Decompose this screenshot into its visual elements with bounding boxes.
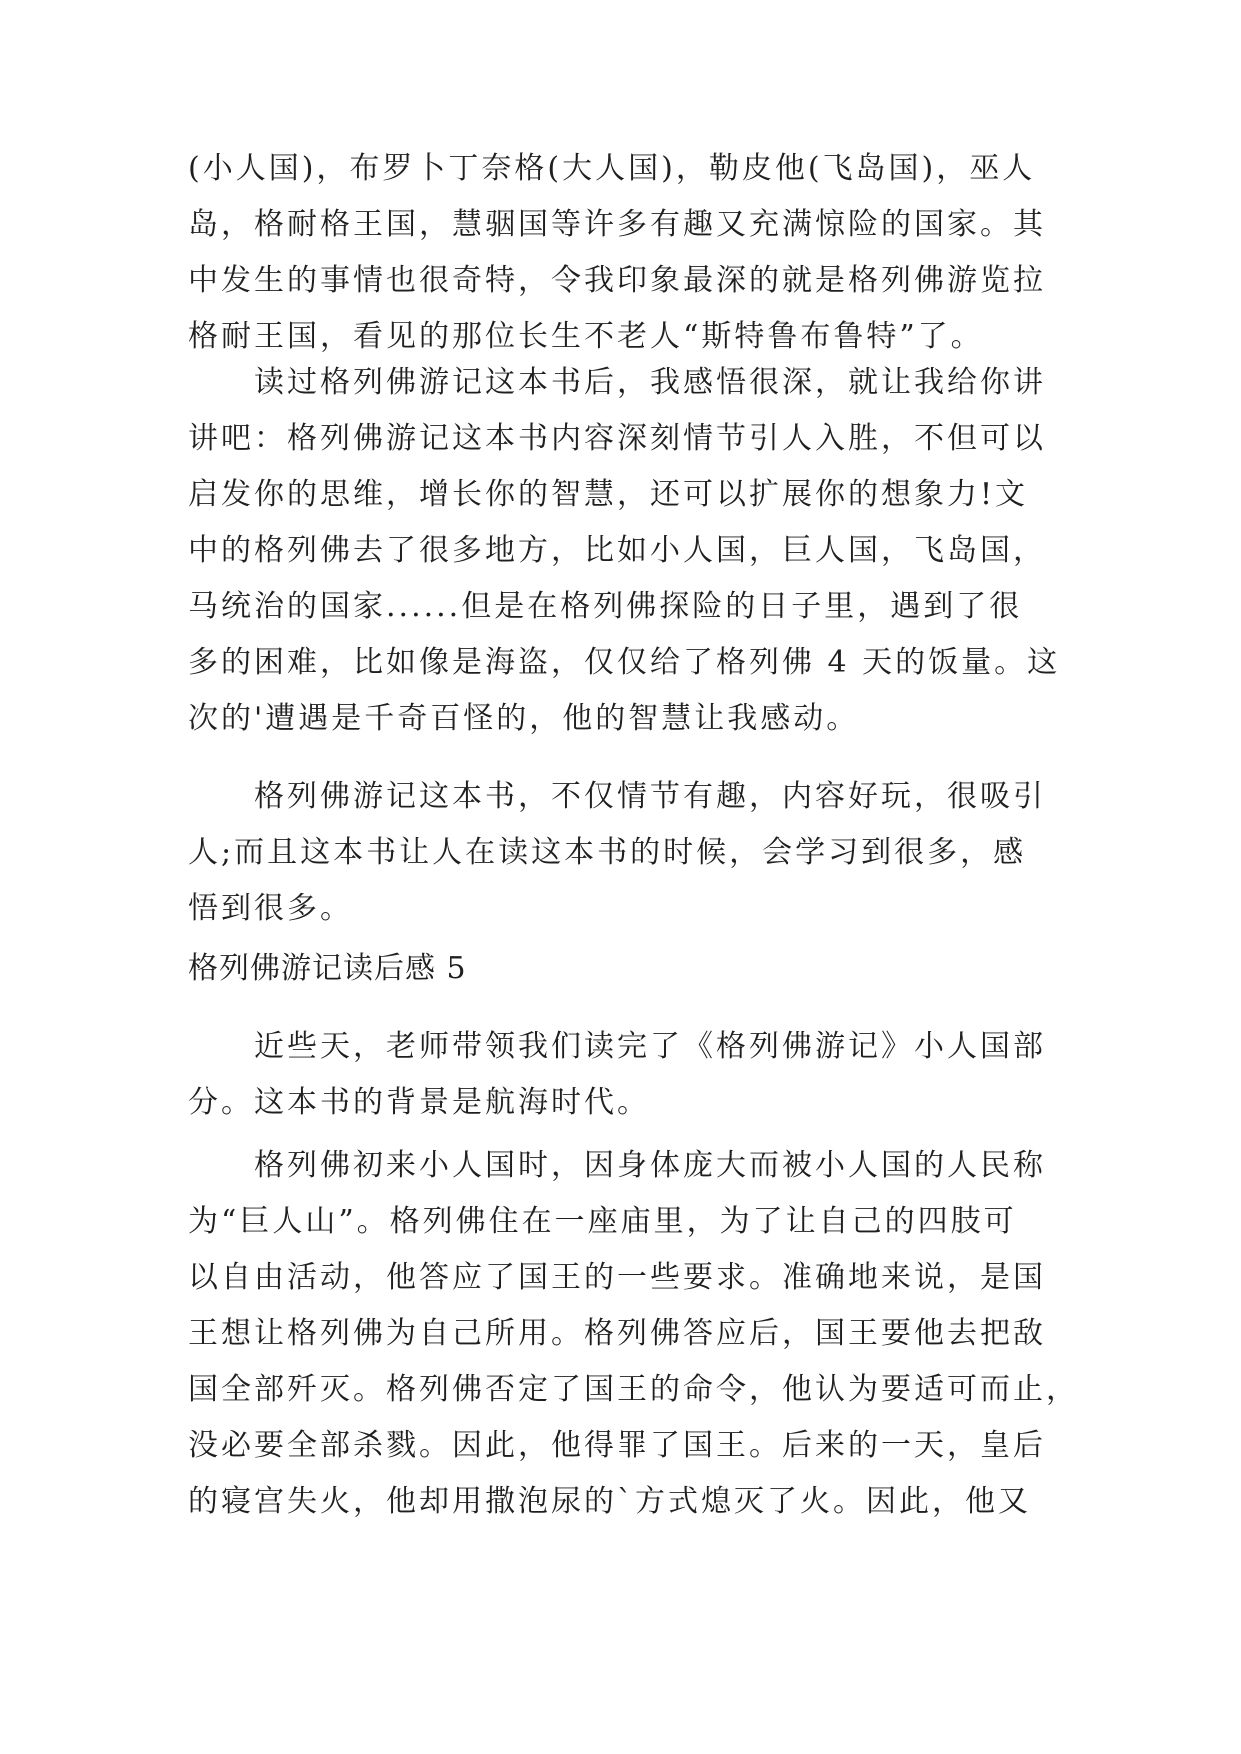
text-line: 中的格列佛去了很多地方，比如小人国，巨人国，飞岛国， (188, 533, 1046, 568)
paragraph-3 (188, 769, 1058, 937)
text-line: 中发生的事情也很奇特，令我印象最深的就是格列佛游览拉 (188, 263, 1046, 298)
text-line: 分。这本书的背景是航海时代。 (188, 1085, 650, 1120)
text-line: 国全部歼灭。格列佛否定了国王的命令，他认为要适可而止， (188, 1372, 1079, 1407)
text-line: 王想让格列佛为自己所用。格列佛答应后，国王要他去把敌 (188, 1316, 1046, 1351)
text-line: 马统治的国家......但是在格列佛探险的日子里，遇到了很 (188, 589, 1023, 624)
section-heading: 格列佛游记读后感 5 (188, 951, 467, 986)
text-line: 格耐王国，看见的那位长生不老人“斯特鲁布鲁特”了。 (188, 319, 984, 354)
paragraph-1 (188, 141, 1058, 365)
text-line: 悟到很多。 (188, 891, 353, 926)
text-line: 的寝宫失火，他却用撒泡尿的`方式熄灭了火。因此，他又 (188, 1484, 1031, 1519)
text-line: 读过格列佛游记这本书后，我感悟很深，就让我给你讲 (188, 365, 1046, 400)
text-line: (小人国)，布罗卜丁奈格(大人国)，勒皮他(飞岛国)，巫人 (188, 151, 1036, 186)
text-line: 没必要全部杀戮。因此，他得罪了国王。后来的一天，皇后 (188, 1428, 1046, 1463)
text-line: 多的困难，比如像是海盗，仅仅给了格列佛 4 天的饭量。这 (188, 645, 1061, 680)
text-line: 为“巨人山”。格列佛住在一座庙里，为了让自己的四肢可 (188, 1204, 1017, 1239)
text-line: 启发你的思维，增长你的智慧，还可以扩展你的想象力!文 (188, 477, 1029, 512)
text-line: 讲吧：格列佛游记这本书内容深刻情节引人入胜，不但可以 (188, 421, 1046, 456)
paragraph-5 (188, 1138, 1079, 1530)
text-line: 次的'遭遇是千奇百怪的，他的智慧让我感动。 (188, 701, 860, 736)
text-line: 以自由活动，他答应了国王的一些要求。准确地来说，是国 (188, 1260, 1046, 1295)
text-line: 格列佛初来小人国时，因身体庞大而被小人国的人民称 (188, 1148, 1046, 1183)
text-line: 近些天，老师带领我们读完了《格列佛游记》小人国部 (188, 1029, 1046, 1064)
text-line: 岛，格耐格王国，慧骃国等许多有趣又充满惊险的国家。其 (188, 207, 1046, 242)
paragraph-2 (188, 355, 1061, 747)
text-line: 人;而且这本书让人在读这本书的时候，会学习到很多，感 (188, 835, 1027, 870)
paragraph-4 (188, 1019, 1058, 1131)
text-line: 格列佛游记这本书，不仅情节有趣，内容好玩，很吸引 (188, 779, 1046, 814)
